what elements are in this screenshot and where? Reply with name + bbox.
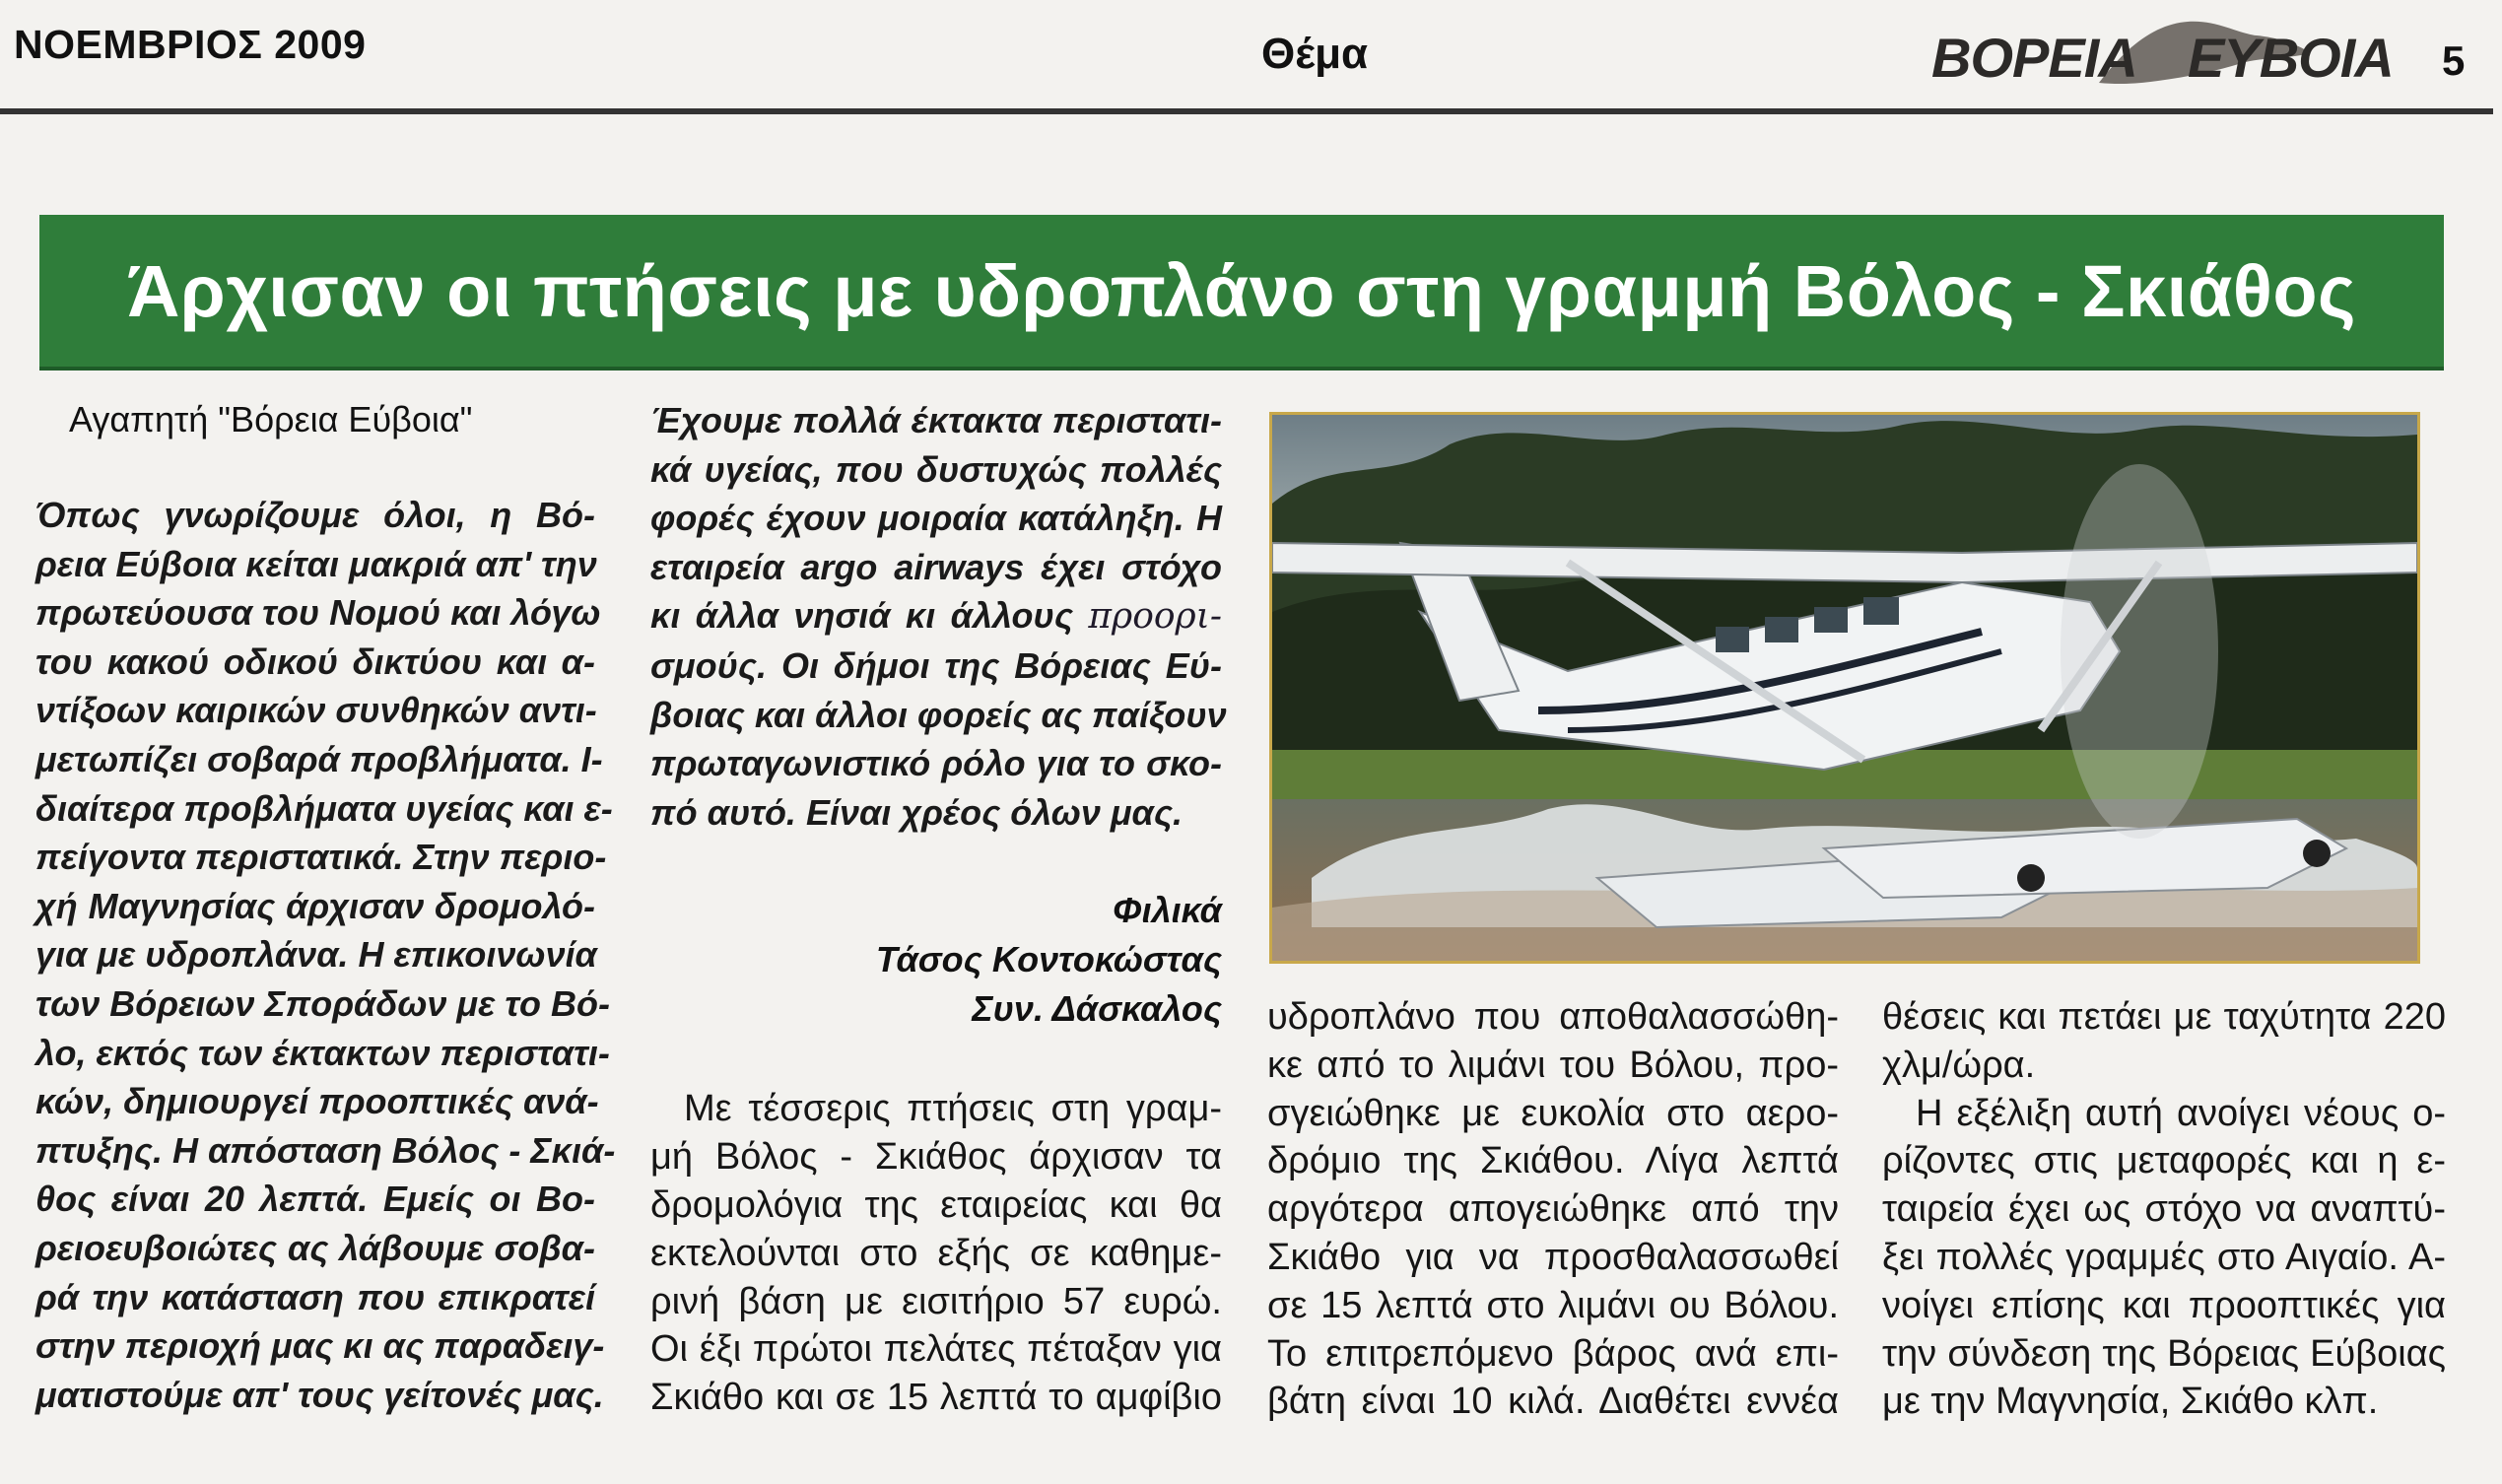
text-line: με την Μαγνησία, Σκιάθο κλπ. <box>1882 1381 2379 1423</box>
text-line: φορές έχουν μοιραία κατάληξη. Η <box>650 498 1222 539</box>
page-number: 5 <box>2442 37 2466 84</box>
text-line: ρίζοντες στις μεταφορές και η ε- <box>1882 1140 2446 1182</box>
text-line: ξει πολλές γραμμές στο Αιγαίο. Α- <box>1882 1236 2446 1278</box>
handwritten-insert: προορι- <box>1088 596 1222 638</box>
report-body-1b <box>650 1133 1222 1422</box>
section-label: Θέμα <box>1261 30 1369 78</box>
text-line: για με υδροπλάνα. Η επικοινωνία <box>35 934 597 976</box>
text-line: νοίγει επίσης και προοπτικές για <box>1882 1284 2446 1326</box>
text-line: ματιστούμε απ' τους γείτονές μας. <box>35 1374 604 1415</box>
text-line: Οι έξι πρώτοι πελάτες πέταξαν για <box>650 1328 1222 1371</box>
letter-body-2 <box>650 396 1227 837</box>
seaplane-photo <box>1269 412 2420 964</box>
article-headline: Άρχισαν οι πτήσεις με υδροπλάνο στη γραμμή Βόλος - Σκιάθος <box>126 249 2357 332</box>
text-line: ταιρεία έχει ως στόχο να αναπτύ- <box>1882 1188 2446 1231</box>
logo-word-1: ΒΟΡΕΙΑ <box>1931 27 2137 89</box>
seaplane-illustration <box>1272 415 2417 961</box>
report-body-2 <box>1267 993 1839 1426</box>
text-line: των Βόρειων Σποράδων με το Βό- <box>35 982 611 1024</box>
text-line: χλμ/ώρα. <box>1882 1044 2036 1086</box>
newspaper-logo <box>1922 14 2414 93</box>
text-line: Το επιτρεπόμενο βάρος ανά επι- <box>1267 1332 1839 1375</box>
text-line: δρόμιο της Σκιάθου. Λίγα λεπτά <box>1267 1140 1839 1182</box>
text-line: σε 15 λεπτά στο λιμάνι ου Βόλου. <box>1267 1284 1839 1326</box>
letter-closing: Φιλικά <box>1113 890 1222 931</box>
text-line: την σύνδεση της Βόρειας Εύβοιας <box>1882 1332 2446 1375</box>
issue-date: ΝΟΕΜΒΡΙΟΣ 2009 <box>14 22 367 67</box>
text-line: αργότερα απογειώθηκε από την <box>1267 1188 1839 1231</box>
text-line: Σκιάθο για να προσθαλασσωθεί <box>1267 1236 1839 1278</box>
text-line: σμούς. Οι δήμοι της Βόρειας Εύ- <box>650 644 1222 686</box>
text-line: πτυξης. Η απόσταση Βόλος - Σκιά- <box>35 1129 616 1171</box>
text-line: ρειοευβοιώτες ας λάβουμε σοβα- <box>35 1227 595 1268</box>
text-line: θέσεις και πετάει με ταχύτητα 220 <box>1882 996 2446 1038</box>
letter-column-1 <box>35 396 616 1419</box>
text-line: λο, εκτός των έκτακτων περιστατι- <box>35 1032 610 1073</box>
text-line: Έχουμε πολλά έκτακτα περιστατι- <box>650 400 1222 440</box>
text-line: μετωπίζει σοβαρά προβλήματα. Ι- <box>35 738 603 779</box>
report-body-3 <box>1882 993 2446 1426</box>
text-line: ρεια Εύβοια κείται μακριά απ' την <box>35 543 597 584</box>
letter-column-2 <box>650 396 1227 1422</box>
text-line-with-insert <box>650 591 1222 641</box>
text-line: εκτελούνται στο εξής σε καθημε- <box>650 1232 1222 1274</box>
letter-body-1 <box>35 491 616 1419</box>
text-line: πρωταγωνιστικό ρόλο για το σκο- <box>650 743 1222 784</box>
text-line: πείγοντα περιστατικά. Στην περιο- <box>35 837 607 878</box>
text-line: του κακού οδικού δικτύου και α- <box>35 641 595 682</box>
text-line: κών, δημιουργεί προοπτικές ανά- <box>35 1081 599 1122</box>
text-line: Σκιάθο και σε 15 λεπτά το αμφίβιο <box>650 1377 1222 1419</box>
text-line: δρομολόγια της εταιρείας και θα <box>650 1183 1222 1226</box>
text-segment: κι άλλα νησιά κι άλλους <box>650 595 1073 637</box>
text-line: κά υγείας, που δυστυχώς πολλές <box>650 448 1222 490</box>
text-line: βάτη είναι 10 κιλά. Διαθέτει εννέα <box>1267 1381 1839 1423</box>
signature-name: Τάσος Κοντοκώστας <box>875 939 1222 980</box>
text-line: κε από το λιμάνι του Βόλου, προ- <box>1267 1044 1839 1086</box>
text-line: διαίτερα προβλήματα υγείας και ε- <box>35 787 613 829</box>
text-line: βοιας και άλλοι φορείς ας παίξουν <box>650 694 1227 735</box>
text-line: Η εξέλιξη αυτή ανοίγει νέους ο- <box>1916 1092 2446 1134</box>
text-line: εταιρεία argo airways έχει στόχο <box>650 546 1222 587</box>
report-column-3 <box>1267 993 1839 1426</box>
text-line: πό αυτό. Είναι χρέος όλων μας. <box>650 791 1183 833</box>
text-line: μή Βόλος - Σκιάθος άρχισαν τα <box>650 1136 1222 1179</box>
text-line: σγειώθηκε με ευκολία στο αερο- <box>1267 1092 1839 1134</box>
text-line: υδροπλάνο που αποθαλασσώθη- <box>1267 996 1839 1038</box>
text-line: Όπως γνωρίζουμε όλοι, η Βό- <box>35 495 595 535</box>
text-line: Με τέσσερις πτήσεις στη γραμ- <box>684 1088 1222 1130</box>
header-rule <box>0 108 2493 114</box>
headline-band <box>39 215 2444 371</box>
text-line: στην περιοχή μας κι ας παραδειγ- <box>35 1325 605 1367</box>
report-body-1 <box>650 1085 1222 1133</box>
letter-greeting: Αγαπητή "Βόρεια Εύβοια" <box>69 399 473 439</box>
text-line: ντίξοων καιρικών συνθηκών αντι- <box>35 690 597 731</box>
logo-word-2: ΕΥΒΟΙΑ <box>2188 27 2394 89</box>
text-line: πρωτεύουσα του Νομού και λόγω <box>35 592 601 634</box>
text-line: ρά την κατάσταση που επικρατεί <box>35 1276 595 1317</box>
text-line: χή Μαγνησίας άρχισαν δρομολό- <box>35 885 595 926</box>
text-line: θος είναι 20 λεπτά. Εμείς οι Βο- <box>35 1179 595 1220</box>
signature-title: Συν. Δάσκαλος <box>972 988 1222 1030</box>
report-column-4 <box>1882 993 2446 1426</box>
text-line: ρινή βάση με εισιτήριο 57 ευρώ. <box>650 1280 1222 1322</box>
